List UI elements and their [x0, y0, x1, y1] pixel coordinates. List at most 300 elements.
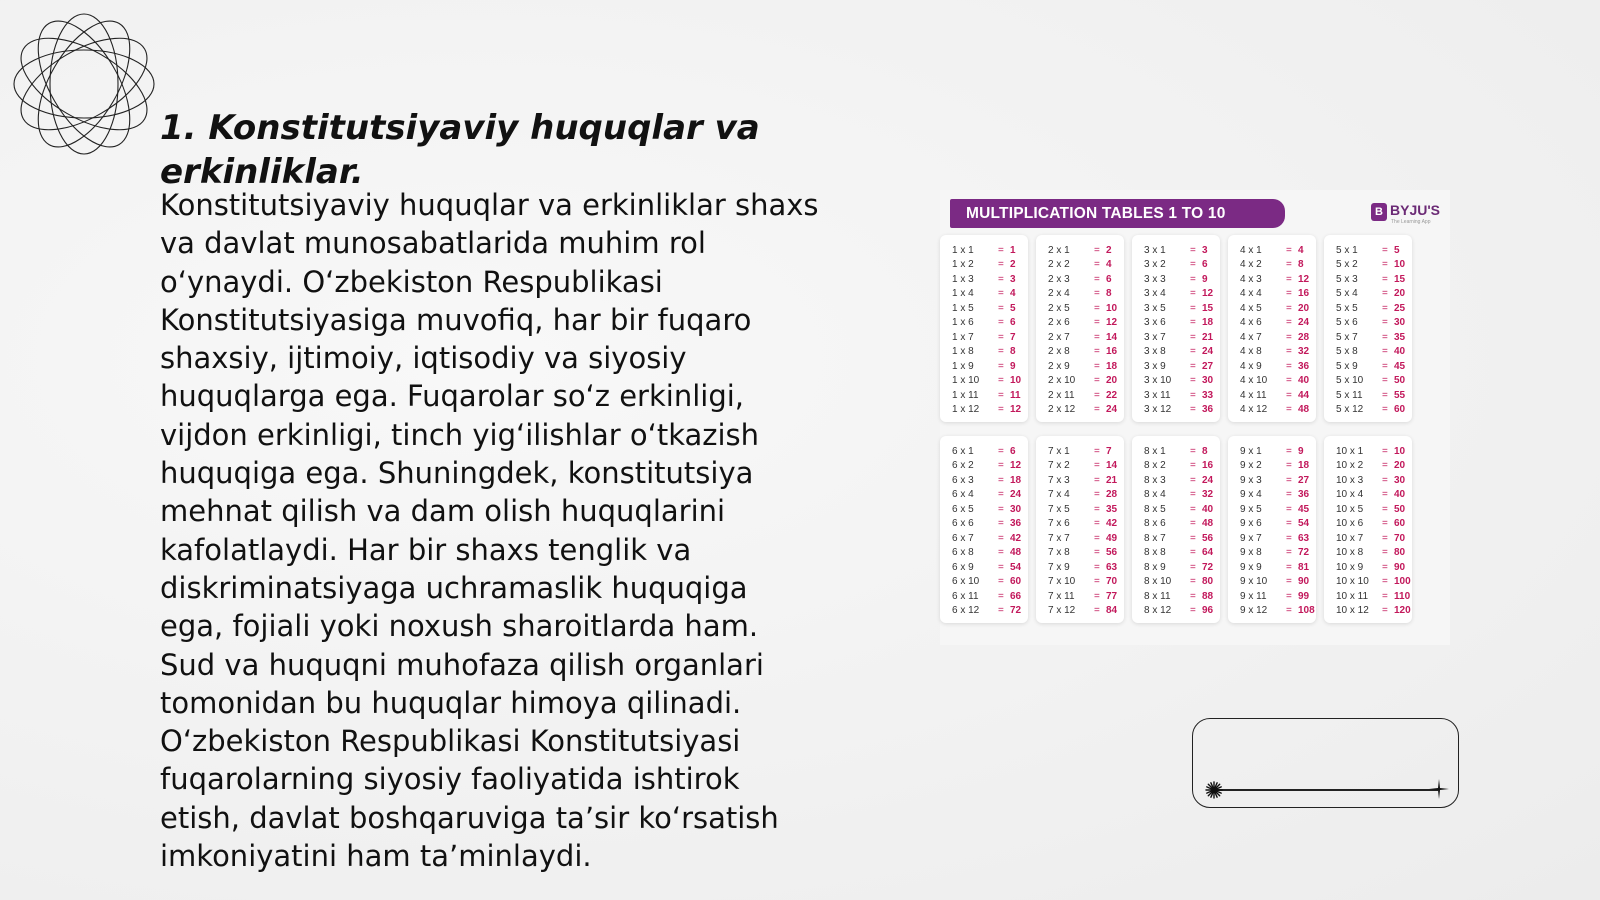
- equals-sign: =: [1382, 590, 1388, 602]
- equals-sign: =: [1286, 503, 1292, 515]
- table-result: 6: [1010, 445, 1016, 457]
- table-row: [1036, 374, 1124, 389]
- table-expression: 2 x 3: [1048, 273, 1070, 285]
- table-expression: 4 x 7: [1240, 331, 1262, 343]
- table-row: [1036, 272, 1124, 287]
- equals-sign: =: [998, 404, 1004, 416]
- table-expression: 8 x 2: [1144, 460, 1166, 472]
- table-result: 60: [1394, 404, 1406, 416]
- table-result: 54: [1298, 518, 1310, 530]
- table-result: 3: [1010, 273, 1016, 285]
- equals-sign: =: [1094, 518, 1100, 530]
- table-expression: 10 x 4: [1336, 489, 1364, 501]
- table-row: [1228, 403, 1316, 418]
- table-row: [1036, 345, 1124, 360]
- equals-sign: =: [1286, 518, 1292, 530]
- table-card: [940, 235, 1028, 422]
- table-result: 81: [1298, 561, 1310, 573]
- table-card: [1132, 235, 1220, 422]
- table-card: [1132, 436, 1220, 623]
- table-card: [1036, 436, 1124, 623]
- body-line: imkoniyatini ham ta’minlaydi.: [160, 839, 592, 874]
- table-expression: 4 x 9: [1240, 360, 1262, 372]
- table-result: 6: [1202, 259, 1208, 271]
- table-row: [1132, 546, 1220, 561]
- table-result: 48: [1010, 547, 1022, 559]
- table-result: 9: [1202, 273, 1208, 285]
- equals-sign: =: [1190, 331, 1196, 343]
- table-row: [940, 345, 1028, 360]
- table-row: [1132, 473, 1220, 488]
- table-result: 28: [1298, 331, 1310, 343]
- body-line: Konstitutsiyasiga muvofiq, har bir fuqaro: [160, 302, 752, 337]
- table-row: [1228, 488, 1316, 503]
- table-expression: 6 x 3: [952, 474, 974, 486]
- table-expression: 1 x 11: [952, 389, 979, 401]
- table-result: 30: [1010, 503, 1022, 515]
- equals-sign: =: [1190, 561, 1196, 573]
- equals-sign: =: [1094, 590, 1100, 602]
- table-result: 36: [1010, 518, 1022, 530]
- table-row: [940, 575, 1028, 590]
- table-row: [1324, 403, 1412, 418]
- table-result: 9: [1298, 445, 1304, 457]
- table-expression: 9 x 2: [1240, 460, 1262, 472]
- equals-sign: =: [1286, 288, 1292, 300]
- table-result: 48: [1298, 404, 1310, 416]
- table-result: 63: [1298, 532, 1310, 544]
- table-expression: 9 x 9: [1240, 561, 1262, 573]
- equals-sign: =: [1286, 404, 1292, 416]
- body-line: fuqarolarning siyosiy faoliyatida ishtirok: [160, 762, 740, 797]
- table-result: 12: [1010, 404, 1022, 416]
- equals-sign: =: [998, 346, 1004, 358]
- table-result: 35: [1394, 331, 1406, 343]
- table-expression: 9 x 12: [1240, 605, 1268, 617]
- table-result: 20: [1298, 302, 1310, 314]
- table-expression: 1 x 10: [952, 375, 980, 387]
- table-expression: 7 x 10: [1048, 576, 1076, 588]
- table-result: 5: [1010, 302, 1016, 314]
- equals-sign: =: [1382, 404, 1388, 416]
- equals-sign: =: [1094, 445, 1100, 457]
- table-expression: 5 x 1: [1336, 244, 1358, 256]
- equals-sign: =: [1382, 273, 1388, 285]
- table-expression: 9 x 7: [1240, 532, 1262, 544]
- equals-sign: =: [1382, 605, 1388, 617]
- equals-sign: =: [1286, 389, 1292, 401]
- table-expression: 5 x 6: [1336, 317, 1358, 329]
- table-row: [940, 473, 1028, 488]
- table-result: 10: [1394, 445, 1406, 457]
- table-result: 40: [1394, 489, 1406, 501]
- crosshair-icon: [1428, 778, 1450, 800]
- equals-sign: =: [1286, 273, 1292, 285]
- table-result: 36: [1298, 360, 1310, 372]
- table-expression: 9 x 4: [1240, 489, 1262, 501]
- table-result: 110: [1394, 590, 1411, 602]
- slider-track[interactable]: [1213, 789, 1438, 791]
- table-expression: 2 x 1: [1048, 244, 1070, 256]
- table-result: 8: [1010, 346, 1016, 358]
- table-result: 18: [1202, 317, 1214, 329]
- table-row: [1036, 546, 1124, 561]
- table-result: 12: [1010, 460, 1022, 472]
- table-expression: 2 x 12: [1048, 404, 1076, 416]
- table-row: [1036, 287, 1124, 302]
- table-row: [1228, 345, 1316, 360]
- table-expression: 7 x 6: [1048, 518, 1070, 530]
- table-expression: 1 x 5: [952, 302, 974, 314]
- equals-sign: =: [1190, 532, 1196, 544]
- table-result: 21: [1202, 331, 1214, 343]
- equals-sign: =: [998, 590, 1004, 602]
- equals-sign: =: [998, 360, 1004, 372]
- table-row: [940, 459, 1028, 474]
- table-expression: 1 x 4: [952, 288, 974, 300]
- table-expression: 4 x 8: [1240, 346, 1262, 358]
- body-line: ega, fojiali yoki noxush sharoitlarda ham.: [160, 609, 759, 644]
- table-row: [940, 316, 1028, 331]
- equals-sign: =: [1190, 244, 1196, 256]
- equals-sign: =: [1286, 302, 1292, 314]
- table-result: 4: [1010, 288, 1016, 300]
- table-row: [940, 589, 1028, 604]
- equals-sign: =: [1382, 503, 1388, 515]
- slide-title: [160, 106, 800, 194]
- equals-sign: =: [998, 288, 1004, 300]
- table-expression: 8 x 8: [1144, 547, 1166, 559]
- table-result: 8: [1298, 259, 1304, 271]
- table-expression: 4 x 12: [1240, 404, 1268, 416]
- rings-ornament-icon: [8, 8, 160, 160]
- table-row: [1228, 301, 1316, 316]
- table-expression: 3 x 2: [1144, 259, 1166, 271]
- table-result: 30: [1394, 474, 1406, 486]
- table-expression: 8 x 4: [1144, 489, 1166, 501]
- table-result: 60: [1010, 576, 1022, 588]
- table-row: [1324, 560, 1412, 575]
- equals-sign: =: [998, 460, 1004, 472]
- table-expression: 8 x 7: [1144, 532, 1166, 544]
- table-result: 24: [1202, 474, 1214, 486]
- table-row: [1324, 258, 1412, 273]
- table-row: [1228, 575, 1316, 590]
- table-row: [1228, 502, 1316, 517]
- table-result: 32: [1202, 489, 1214, 501]
- table-row: [940, 403, 1028, 418]
- table-expression: 10 x 8: [1336, 547, 1364, 559]
- table-row: [1228, 531, 1316, 546]
- table-row: [1132, 272, 1220, 287]
- body-line: vijdon erkinligi, tinch yig‘ilishlar o‘tkazish: [160, 417, 760, 452]
- table-row: [1036, 531, 1124, 546]
- table-expression: 6 x 6: [952, 518, 974, 530]
- table-row: [1132, 330, 1220, 345]
- table-row: [1228, 473, 1316, 488]
- table-row: [1228, 517, 1316, 532]
- table-row: [940, 546, 1028, 561]
- table-row: [1324, 330, 1412, 345]
- table-expression: 7 x 12: [1048, 605, 1076, 617]
- table-result: 36: [1202, 404, 1214, 416]
- table-expression: 10 x 1: [1336, 445, 1364, 457]
- table-row: [1228, 359, 1316, 374]
- table-row: [1132, 560, 1220, 575]
- table-expression: 3 x 3: [1144, 273, 1166, 285]
- table-expression: 9 x 1: [1240, 445, 1262, 457]
- table-expression: 10 x 11: [1336, 590, 1369, 602]
- table-result: 3: [1202, 244, 1208, 256]
- equals-sign: =: [1382, 288, 1388, 300]
- table-result: 27: [1202, 360, 1214, 372]
- table-result: 88: [1202, 590, 1214, 602]
- table-row: [940, 560, 1028, 575]
- table-result: 55: [1394, 389, 1406, 401]
- table-card: [1036, 235, 1124, 422]
- equals-sign: =: [1382, 346, 1388, 358]
- equals-sign: =: [1094, 561, 1100, 573]
- equals-sign: =: [1286, 331, 1292, 343]
- equals-sign: =: [1190, 518, 1196, 530]
- table-card: [1324, 235, 1412, 422]
- equals-sign: =: [998, 518, 1004, 530]
- table-expression: 3 x 12: [1144, 404, 1172, 416]
- table-row: [1228, 258, 1316, 273]
- table-expression: 2 x 4: [1048, 288, 1070, 300]
- equals-sign: =: [1286, 360, 1292, 372]
- table-expression: 1 x 1: [952, 244, 974, 256]
- table-expression: 7 x 4: [1048, 489, 1070, 501]
- table-result: 20: [1394, 460, 1406, 472]
- brand-tagline: The Learning App: [1391, 219, 1431, 225]
- equals-sign: =: [1382, 576, 1388, 588]
- table-expression: 10 x 10: [1336, 576, 1369, 588]
- table-expression: 6 x 5: [952, 503, 974, 515]
- table-expression: 5 x 5: [1336, 302, 1358, 314]
- table-expression: 1 x 3: [952, 273, 974, 285]
- table-result: 14: [1106, 331, 1118, 343]
- equals-sign: =: [1094, 474, 1100, 486]
- table-expression: 9 x 6: [1240, 518, 1262, 530]
- table-result: 45: [1394, 360, 1406, 372]
- slide-body-text: [160, 186, 850, 875]
- table-row: [1036, 316, 1124, 331]
- equals-sign: =: [1094, 576, 1100, 588]
- table-result: 8: [1202, 445, 1208, 457]
- table-result: 66: [1010, 590, 1022, 602]
- table-row: [940, 517, 1028, 532]
- equals-sign: =: [1190, 375, 1196, 387]
- table-result: 4: [1106, 259, 1112, 271]
- equals-sign: =: [1286, 489, 1292, 501]
- table-expression: 3 x 11: [1144, 389, 1171, 401]
- equals-sign: =: [1094, 605, 1100, 617]
- table-expression: 4 x 10: [1240, 375, 1268, 387]
- table-result: 18: [1010, 474, 1022, 486]
- equals-sign: =: [1286, 244, 1292, 256]
- table-result: 14: [1106, 460, 1118, 472]
- table-result: 16: [1202, 460, 1214, 472]
- table-expression: 1 x 6: [952, 317, 974, 329]
- equals-sign: =: [998, 259, 1004, 271]
- table-expression: 8 x 10: [1144, 576, 1172, 588]
- equals-sign: =: [1190, 259, 1196, 271]
- table-row: [1324, 301, 1412, 316]
- equals-sign: =: [998, 489, 1004, 501]
- table-expression: 8 x 3: [1144, 474, 1166, 486]
- table-result: 42: [1106, 518, 1118, 530]
- table-expression: 3 x 6: [1144, 317, 1166, 329]
- table-expression: 2 x 7: [1048, 331, 1070, 343]
- table-result: 10: [1394, 259, 1406, 271]
- table-expression: 3 x 5: [1144, 302, 1166, 314]
- equals-sign: =: [998, 445, 1004, 457]
- table-expression: 1 x 2: [952, 259, 974, 271]
- table-expression: 1 x 7: [952, 331, 974, 343]
- equals-sign: =: [998, 532, 1004, 544]
- table-expression: 7 x 9: [1048, 561, 1070, 573]
- table-result: 7: [1010, 331, 1016, 343]
- table-row: [1036, 488, 1124, 503]
- table-row: [1036, 330, 1124, 345]
- table-result: 49: [1106, 532, 1118, 544]
- equals-sign: =: [998, 375, 1004, 387]
- table-result: 18: [1298, 460, 1310, 472]
- equals-sign: =: [1286, 590, 1292, 602]
- table-expression: 8 x 9: [1144, 561, 1166, 573]
- equals-sign: =: [1190, 302, 1196, 314]
- table-row: [1036, 502, 1124, 517]
- slider-widget[interactable]: [1192, 718, 1459, 808]
- table-card: [1324, 436, 1412, 623]
- table-row: [1132, 488, 1220, 503]
- equals-sign: =: [1094, 375, 1100, 387]
- table-result: 11: [1010, 389, 1021, 401]
- table-row: [1132, 243, 1220, 258]
- body-line: kafolatlaydi. Har bir shaxs tenglik va: [160, 532, 692, 567]
- table-expression: 2 x 8: [1048, 346, 1070, 358]
- sparkle-icon: [1203, 779, 1225, 801]
- equals-sign: =: [1286, 547, 1292, 559]
- table-row: [1132, 287, 1220, 302]
- table-expression: 5 x 2: [1336, 259, 1358, 271]
- body-line: Konstitutsiyaviy huquqlar va erkinliklar shaxs: [160, 188, 819, 222]
- table-expression: 9 x 5: [1240, 503, 1262, 515]
- table-result: 42: [1010, 532, 1022, 544]
- table-result: 28: [1106, 489, 1118, 501]
- table-expression: 9 x 8: [1240, 547, 1262, 559]
- table-result: 40: [1202, 503, 1214, 515]
- equals-sign: =: [1286, 346, 1292, 358]
- equals-sign: =: [1094, 317, 1100, 329]
- table-expression: 5 x 9: [1336, 360, 1358, 372]
- table-row: [1132, 345, 1220, 360]
- table-expression: 6 x 7: [952, 532, 974, 544]
- table-result: 15: [1394, 273, 1406, 285]
- table-result: 50: [1394, 503, 1406, 515]
- table-expression: 2 x 6: [1048, 317, 1070, 329]
- equals-sign: =: [998, 244, 1004, 256]
- equals-sign: =: [1094, 273, 1100, 285]
- equals-sign: =: [1190, 389, 1196, 401]
- table-result: 30: [1202, 375, 1214, 387]
- table-row: [1324, 388, 1412, 403]
- equals-sign: =: [1190, 474, 1196, 486]
- table-expression: 4 x 5: [1240, 302, 1262, 314]
- table-row: [1132, 301, 1220, 316]
- table-result: 99: [1298, 590, 1310, 602]
- table-result: 96: [1202, 605, 1214, 617]
- table-row: [1324, 488, 1412, 503]
- equals-sign: =: [1382, 532, 1388, 544]
- body-line: mehnat qilish va dam olish huquqlarini: [160, 494, 726, 529]
- equals-sign: =: [1382, 489, 1388, 501]
- table-expression: 6 x 12: [952, 605, 980, 617]
- table-row: [1228, 589, 1316, 604]
- table-expression: 6 x 11: [952, 590, 979, 602]
- table-result: 32: [1298, 346, 1310, 358]
- table-expression: 7 x 5: [1048, 503, 1070, 515]
- equals-sign: =: [1382, 317, 1388, 329]
- equals-sign: =: [1094, 532, 1100, 544]
- table-result: 18: [1106, 360, 1118, 372]
- table-expression: 5 x 11: [1336, 389, 1363, 401]
- equals-sign: =: [998, 576, 1004, 588]
- table-expression: 10 x 2: [1336, 460, 1364, 472]
- equals-sign: =: [1190, 460, 1196, 472]
- table-result: 100: [1394, 576, 1411, 588]
- table-expression: 4 x 1: [1240, 244, 1262, 256]
- table-expression: 8 x 5: [1144, 503, 1166, 515]
- equals-sign: =: [1190, 317, 1196, 329]
- table-expression: 10 x 3: [1336, 474, 1364, 486]
- table-result: 63: [1106, 561, 1118, 573]
- table-expression: 4 x 2: [1240, 259, 1262, 271]
- table-result: 8: [1106, 288, 1112, 300]
- table-expression: 3 x 4: [1144, 288, 1166, 300]
- slide-title-line: 1. Konstitutsiyaviy huquqlar va: [160, 108, 760, 148]
- table-result: 24: [1010, 489, 1022, 501]
- table-row: [1228, 604, 1316, 619]
- slide-title-line: erkinliklar.: [160, 152, 364, 192]
- table-card: [1228, 235, 1316, 422]
- body-line: diskriminatsiyaga uchramaslik huquqiga: [160, 570, 748, 605]
- table-row: [1036, 459, 1124, 474]
- table-row: [1228, 388, 1316, 403]
- equals-sign: =: [1190, 547, 1196, 559]
- equals-sign: =: [1286, 259, 1292, 271]
- table-result: 10: [1010, 375, 1022, 387]
- table-row: [940, 330, 1028, 345]
- equals-sign: =: [1094, 404, 1100, 416]
- table-row: [1036, 473, 1124, 488]
- table-row: [1324, 589, 1412, 604]
- equals-sign: =: [1094, 244, 1100, 256]
- table-expression: 8 x 1: [1144, 445, 1166, 457]
- table-result: 45: [1298, 503, 1310, 515]
- equals-sign: =: [1382, 445, 1388, 457]
- table-result: 84: [1106, 605, 1118, 617]
- table-row: [1132, 374, 1220, 389]
- table-result: 12: [1106, 317, 1118, 329]
- table-result: 4: [1298, 244, 1304, 256]
- table-row: [1324, 287, 1412, 302]
- table-result: 2: [1010, 259, 1016, 271]
- body-line: Sud va huquqni muhofaza qilish organlari: [160, 647, 764, 682]
- table-expression: 7 x 2: [1048, 460, 1070, 472]
- table-row: [1324, 374, 1412, 389]
